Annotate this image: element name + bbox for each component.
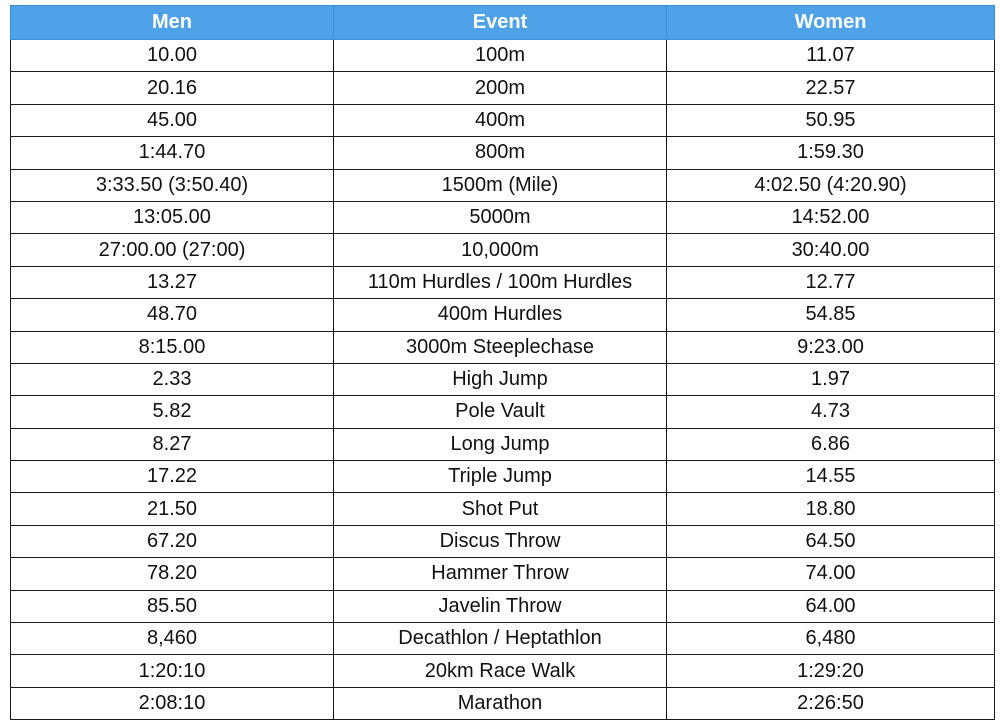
column-header-men: Men xyxy=(11,6,334,40)
men-time-cell: 20.16 xyxy=(11,72,334,104)
women-time-cell: 64.50 xyxy=(667,525,995,557)
table-row xyxy=(11,331,995,363)
women-time-cell: 30:40.00 xyxy=(667,234,995,266)
table-row xyxy=(11,396,995,428)
men-time-cell: 2.33 xyxy=(11,363,334,395)
event-name-cell: Marathon xyxy=(334,687,667,719)
event-name-cell: 20km Race Walk xyxy=(334,655,667,687)
women-time-cell: 4:02.50 (4:20.90) xyxy=(667,169,995,201)
table-row xyxy=(11,623,995,655)
event-name-cell: 10,000m xyxy=(334,234,667,266)
men-time-cell: 21.50 xyxy=(11,493,334,525)
men-time-cell: 13.27 xyxy=(11,266,334,298)
men-time-cell: 45.00 xyxy=(11,104,334,136)
women-time-cell: 1:59.30 xyxy=(667,137,995,169)
men-time-cell: 8.27 xyxy=(11,428,334,460)
men-time-cell: 3:33.50 (3:50.40) xyxy=(11,169,334,201)
event-name-cell: Hammer Throw xyxy=(334,558,667,590)
men-time-cell: 48.70 xyxy=(11,299,334,331)
men-time-cell: 8,460 xyxy=(11,623,334,655)
men-time-cell: 17.22 xyxy=(11,461,334,493)
column-header-event: Event xyxy=(334,6,667,40)
women-time-cell: 1.97 xyxy=(667,363,995,395)
women-time-cell: 22.57 xyxy=(667,72,995,104)
women-time-cell: 12.77 xyxy=(667,266,995,298)
table-row xyxy=(11,363,995,395)
standards-table xyxy=(10,5,995,720)
men-time-cell: 8:15.00 xyxy=(11,331,334,363)
women-time-cell: 74.00 xyxy=(667,558,995,590)
event-name-cell: Pole Vault xyxy=(334,396,667,428)
table-row xyxy=(11,40,995,72)
men-time-cell: 10.00 xyxy=(11,40,334,72)
women-time-cell: 2:26:50 xyxy=(667,687,995,719)
men-time-cell: 13:05.00 xyxy=(11,201,334,233)
table-row xyxy=(11,590,995,622)
table-row xyxy=(11,72,995,104)
column-header-women: Women xyxy=(667,6,995,40)
women-time-cell: 6.86 xyxy=(667,428,995,460)
event-name-cell: 100m xyxy=(334,40,667,72)
event-name-cell: 800m xyxy=(334,137,667,169)
women-time-cell: 14.55 xyxy=(667,461,995,493)
women-time-cell: 4.73 xyxy=(667,396,995,428)
men-time-cell: 2:08:10 xyxy=(11,687,334,719)
table-row xyxy=(11,493,995,525)
women-time-cell: 11.07 xyxy=(667,40,995,72)
table-row xyxy=(11,137,995,169)
event-name-cell: Triple Jump xyxy=(334,461,667,493)
event-name-cell: High Jump xyxy=(334,363,667,395)
men-time-cell: 1:20:10 xyxy=(11,655,334,687)
event-name-cell: Javelin Throw xyxy=(334,590,667,622)
table-row xyxy=(11,461,995,493)
event-name-cell: Decathlon / Heptathlon xyxy=(334,623,667,655)
table-row xyxy=(11,525,995,557)
women-time-cell: 18.80 xyxy=(667,493,995,525)
event-name-cell: Long Jump xyxy=(334,428,667,460)
event-name-cell: 5000m xyxy=(334,201,667,233)
women-time-cell: 9:23.00 xyxy=(667,331,995,363)
event-name-cell: 3000m Steeplechase xyxy=(334,331,667,363)
table-row xyxy=(11,558,995,590)
table-row xyxy=(11,169,995,201)
women-time-cell: 14:52.00 xyxy=(667,201,995,233)
men-time-cell: 27:00.00 (27:00) xyxy=(11,234,334,266)
men-time-cell: 5.82 xyxy=(11,396,334,428)
table-body xyxy=(11,40,995,720)
header-row xyxy=(11,6,995,40)
event-name-cell: Discus Throw xyxy=(334,525,667,557)
women-time-cell: 54.85 xyxy=(667,299,995,331)
men-time-cell: 67.20 xyxy=(11,525,334,557)
women-time-cell: 64.00 xyxy=(667,590,995,622)
event-name-cell: 400m Hurdles xyxy=(334,299,667,331)
table-header xyxy=(11,6,995,40)
table-row xyxy=(11,655,995,687)
event-name-cell: 110m Hurdles / 100m Hurdles xyxy=(334,266,667,298)
table-row xyxy=(11,687,995,719)
standards-table-container xyxy=(10,5,994,720)
women-time-cell: 1:29:20 xyxy=(667,655,995,687)
women-time-cell: 6,480 xyxy=(667,623,995,655)
men-time-cell: 85.50 xyxy=(11,590,334,622)
men-time-cell: 1:44.70 xyxy=(11,137,334,169)
men-time-cell: 78.20 xyxy=(11,558,334,590)
women-time-cell: 50.95 xyxy=(667,104,995,136)
event-name-cell: Shot Put xyxy=(334,493,667,525)
table-row xyxy=(11,299,995,331)
table-row xyxy=(11,201,995,233)
table-row xyxy=(11,266,995,298)
table-row xyxy=(11,104,995,136)
event-name-cell: 400m xyxy=(334,104,667,136)
event-name-cell: 1500m (Mile) xyxy=(334,169,667,201)
table-row xyxy=(11,428,995,460)
table-row xyxy=(11,234,995,266)
event-name-cell: 200m xyxy=(334,72,667,104)
